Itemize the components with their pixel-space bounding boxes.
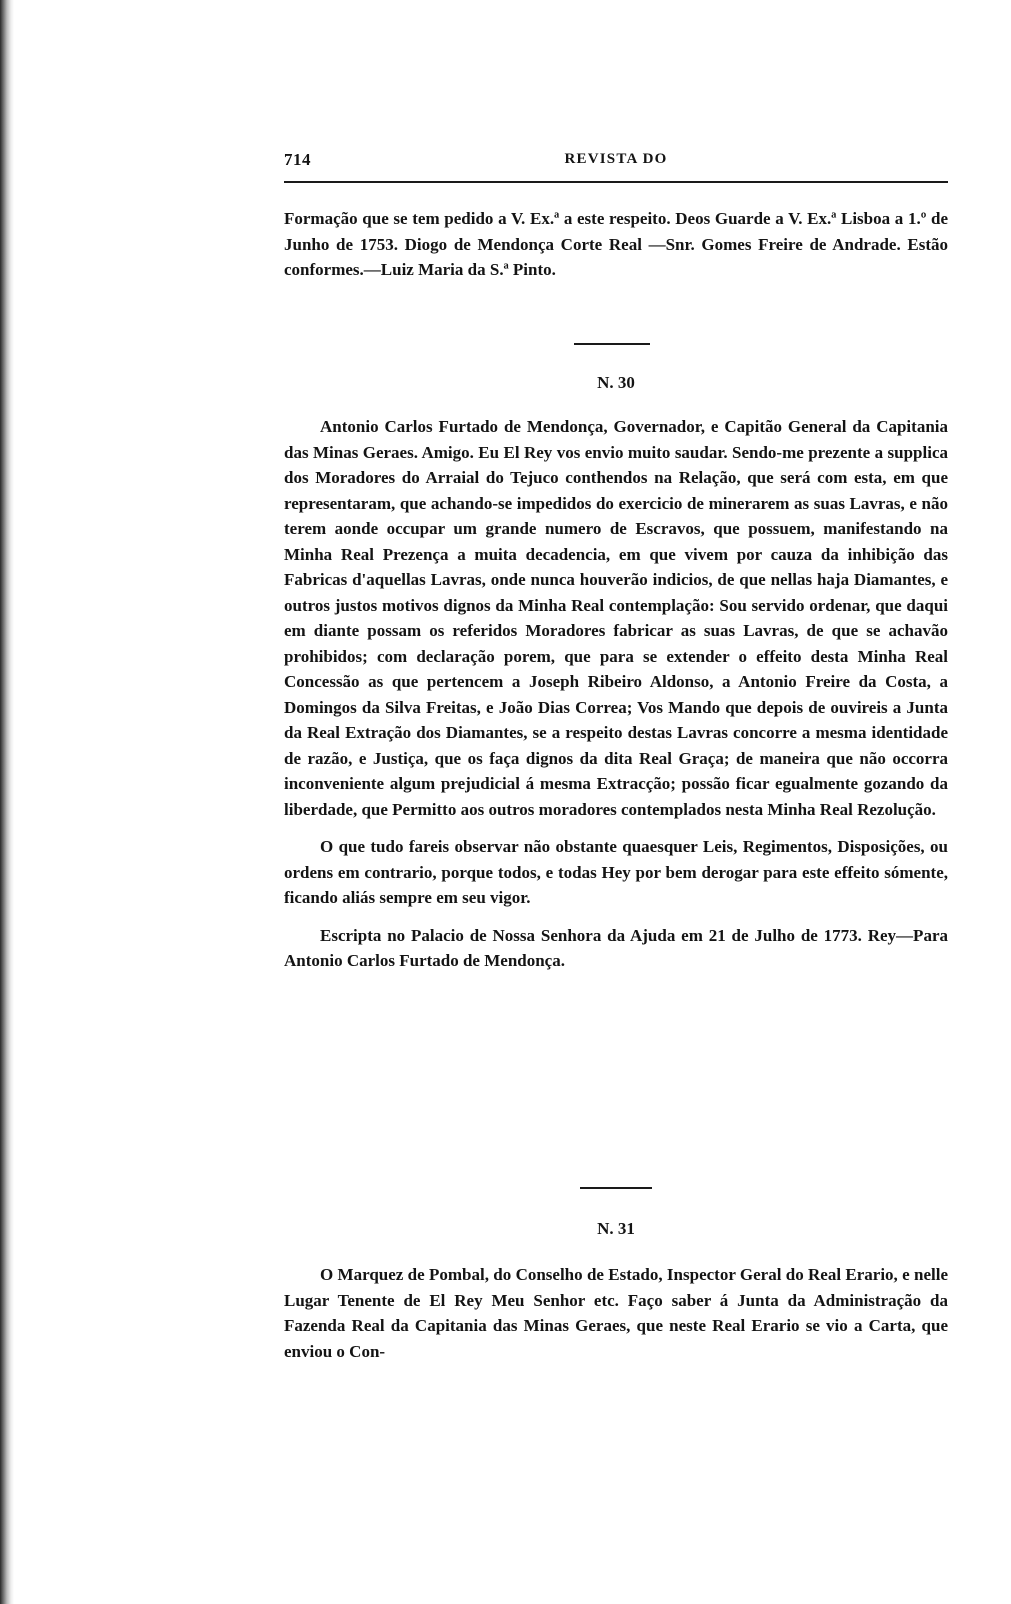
journal-title: REVISTA DO	[564, 151, 668, 167]
section-30-body	[284, 414, 948, 974]
binding-shadow	[0, 0, 14, 1604]
opening-paragraph: Formação que se tem pedido a V. Ex.ª a este respeito. Deos Guarde a V. Ex.ª Lisboa a 1.º de Junho de 1753. Diogo de Mendonça Corte Real —Snr. Gomes Freire de Andrade. Estão conformes.—Luiz Maria da S.ª Pinto.	[284, 209, 948, 279]
section-30-paragraph: O que tudo fareis observar não obstante quaesquer Leis, Regimentos, Disposições, ou ordens em contrario, porque todos, e todas Hey por bem derogar para este effeito sómente, ficando aliás sempre em seu vigor.	[284, 837, 948, 907]
opening-paragraph-block	[284, 206, 948, 283]
running-head	[284, 150, 948, 174]
section-31-body	[284, 1262, 948, 1364]
section-31-paragraph: O Marquez de Pombal, do Conselho de Estado, Inspector Geral do Real Erario, e nelle Lugar Tenente de El Rey Meu Senhor etc. Faço saber á Junta da Administração da Fazenda Real da Capitania das Minas Geraes, que neste Real Erario se vio a Carta, que enviou o Con-	[284, 1265, 948, 1361]
section-heading-30: N. 30	[597, 373, 635, 392]
page-number: 714	[284, 150, 311, 169]
section-divider	[574, 343, 650, 345]
section-heading-31: N. 31	[597, 1219, 635, 1238]
header-rule	[284, 181, 948, 183]
section-divider	[580, 1187, 652, 1189]
document-page	[284, 0, 948, 1604]
section-30-paragraph: Escripta no Palacio de Nossa Senhora da Ajuda em 21 de Julho de 1773. Rey—Para Antonio Carlos Furtado de Mendonça.	[284, 925, 948, 970]
section-30-paragraph: Antonio Carlos Furtado de Mendonça, Governador, e Capitão General da Capitania das Minas Geraes. Amigo. Eu El Rey vos envio muito saudar. Sendo-me prezente a supplica dos Moradores do Arraial do Tejuco conthendos na Relação, que será com esta, em que representaram, que achando-se impedidos do exercicio de minerarem as suas Lavras, e não terem aonde occupar um grande numero de Escravos, que possuem, manifestando na Minha Real Prezença a muita decadencia, em que vivem por cauza da inhibição das Fabricas d'aquellas Lavras, onde nunca houverão indicios, de que nellas haja Diamantes, e outros justos motivos dignos da Minha Real contemplação: Sou servido ordenar, que daqui em diante possam os referidos Moradores fabricar as suas Lavras, de que se achavão prohibidos; com declaração porem, que para se extender o effeito desta Minha Real Concessão as que pertencem a Joseph Ribeiro Aldonso, a Antonio Freire da Costa, a Domingos da Silva Freitas, e João Dias Correa; Vos Mando que depois de ouvireis a Junta da Real Extração dos Diamantes, se a respeito destas Lavras concorre a mesma identidade de razão, e Justiça, que os faça dignos da dita Real Graça; de maneira que não occorra inconveniente algum prejudicial á mesma Extracção; possão ficar egualmente gozando da liberdade, que Permitto aos outros moradores contemplados nesta Minha Real Rezolução.	[284, 417, 948, 819]
